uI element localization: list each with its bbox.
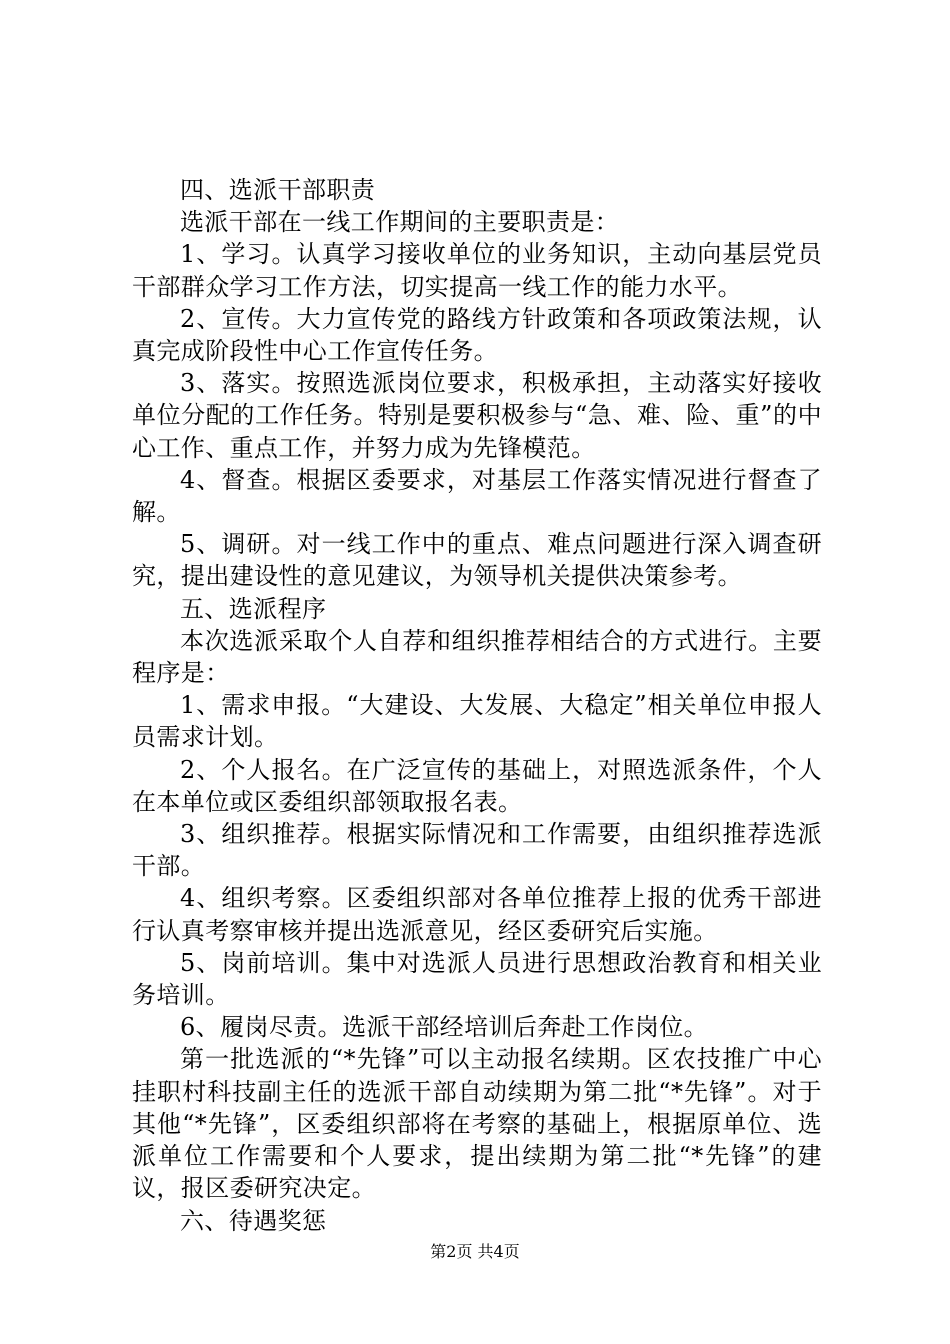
- paragraph: 4、组织考察。区委组织部对各单位推荐上报的优秀干部进行认真考察审核并提出选派意见，经区委研究后实施。: [132, 884, 822, 945]
- page-number-label: 第2页 共4页: [430, 1242, 520, 1261]
- document-body: [132, 174, 822, 1237]
- paragraph: 本次选派采取个人自荐和组织推荐相结合的方式进行。主要程序是：: [132, 626, 822, 688]
- paragraph: 6、履岗尽责。选派干部经培训后奔赴工作岗位。: [180, 1013, 709, 1042]
- paragraph: 2、个人报名。在广泛宣传的基础上，对照选派条件，个人在本单位或区委组织部领取报名表。: [132, 755, 822, 816]
- paragraph: 1、学习。认真学习接收单位的业务知识，主动向基层党员干部群众学习工作方法，切实提高一线工作的能力水平。: [132, 240, 822, 301]
- paragraph: 1、需求申报。“大建设、大发展、大稳定”相关单位申报人员需求计划。: [132, 691, 822, 752]
- section-heading-duties: 四、选派干部职责: [180, 176, 376, 204]
- paragraph: 5、岗前培训。集中对选派人员进行思想政治教育和相关业务培训。: [132, 948, 822, 1010]
- section-heading-procedure: 五、选派程序: [180, 594, 327, 623]
- paragraph: 5、调研。对一线工作中的重点、难点问题进行深入调查研究，提出建设性的意见建议，为领导机关提供决策参考。: [132, 530, 822, 591]
- paragraph: 2、宣传。大力宣传党的路线方针政策和各项政策法规，认真完成阶段性中心工作宣传任务。: [132, 304, 822, 366]
- paragraph: 3、落实。按照选派岗位要求，积极承担，主动落实好接收单位分配的工作任务。特别是要积极参与“急、难、险、重”的中心工作、重点工作，并努力成为先锋模范。: [132, 369, 822, 462]
- paragraph: 3、组织推荐。根据实际情况和工作需要，由组织推荐选派干部。: [132, 820, 822, 881]
- paragraph: 第一批选派的“*先锋”可以主动报名续期。区农技推广中心挂职村科技副主任的选派干部自动续期为第二批“*先锋”。对于其他“*先锋”，区委组织部将在考察的基础上，根据原单位、选派单位工作需要和个人要求，提出续期为第二批“*先锋”的建议，报区委研究决定。: [132, 1045, 822, 1203]
- paragraph: 4、督查。根据区委要求，对基层工作落实情况进行督查了解。: [132, 465, 822, 527]
- paragraph: 选派干部在一线工作期间的主要职责是：: [180, 208, 620, 237]
- section-heading-rewards: 六、待遇奖惩: [180, 1206, 327, 1235]
- page-footer: [0, 1242, 950, 1262]
